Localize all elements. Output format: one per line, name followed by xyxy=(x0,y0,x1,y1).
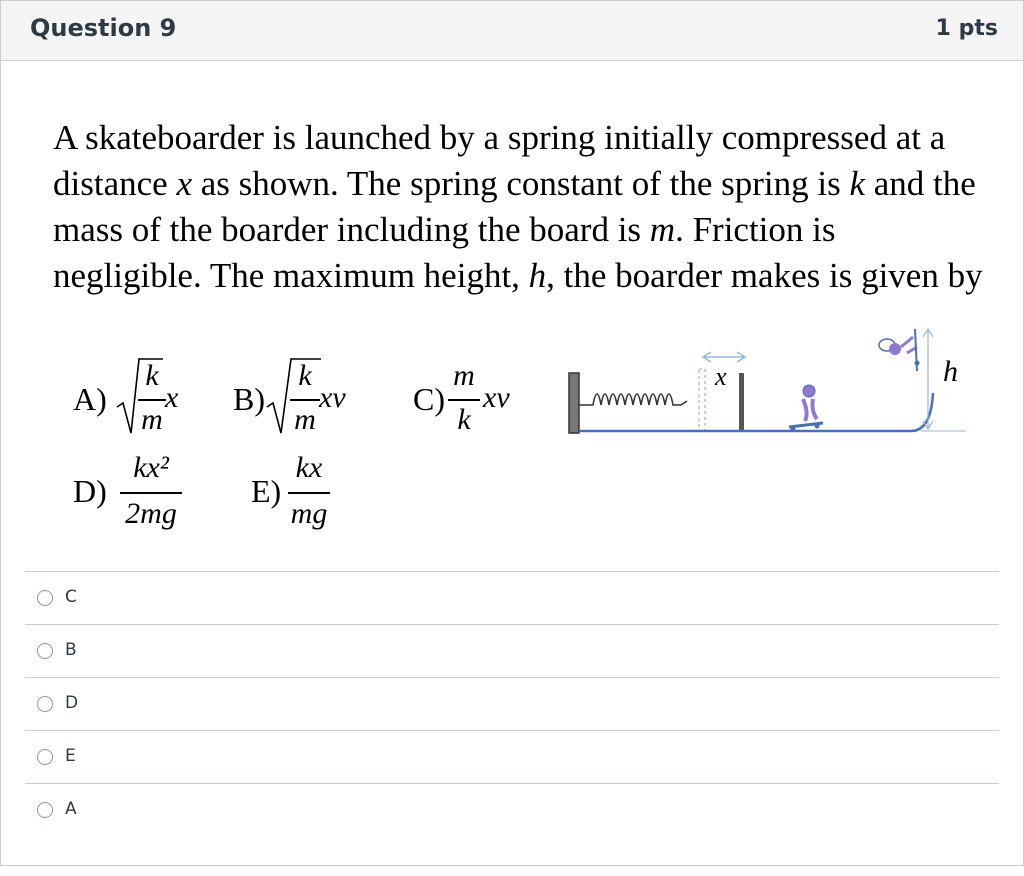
answer-option-d[interactable] xyxy=(25,677,999,730)
skateboard-spring-diagram xyxy=(561,323,971,441)
diagram-spring xyxy=(579,394,687,405)
option-b-denominator: m xyxy=(294,403,316,436)
diagram-x-label: x xyxy=(715,362,727,391)
question-header xyxy=(1,1,1023,61)
answer-option-c[interactable] xyxy=(25,571,999,624)
option-b-suffix: xv xyxy=(319,381,346,414)
option-b-numerator: k xyxy=(298,359,312,392)
answer-option-b[interactable] xyxy=(25,624,999,677)
diagram-h-label: h xyxy=(943,355,958,388)
option-e-denominator: mg xyxy=(290,497,328,530)
diagram-skater xyxy=(789,385,823,432)
option-c-numerator: m xyxy=(453,359,475,392)
option-e-label: E) xyxy=(251,473,282,509)
option-a-label: A) xyxy=(73,381,107,417)
answer-option-e[interactable] xyxy=(25,730,999,783)
option-a-fraction-bar xyxy=(138,399,166,401)
option-d-fraction-bar xyxy=(120,492,182,494)
diagram-skater-airborne xyxy=(879,329,920,371)
radio-button[interactable] xyxy=(37,749,53,765)
diagram-plate xyxy=(739,373,744,431)
question-points: 1 pts xyxy=(935,16,998,41)
answer-label: E xyxy=(65,746,76,766)
radio-button[interactable] xyxy=(37,696,53,712)
answer-label: B xyxy=(65,640,77,660)
diagram-wall xyxy=(569,373,579,433)
answer-option-a[interactable] xyxy=(25,783,999,836)
option-e-numerator: kx xyxy=(295,451,323,484)
answer-label: C xyxy=(65,587,77,607)
option-a-denominator: m xyxy=(141,403,163,436)
option-c-denominator: k xyxy=(457,403,471,436)
option-c-suffix: xv xyxy=(483,381,510,414)
radio-button[interactable] xyxy=(37,590,53,606)
option-d-numerator: kx² xyxy=(133,451,169,484)
option-a-suffix: x xyxy=(165,381,179,414)
option-d-denominator: 2mg xyxy=(125,497,177,530)
question-title: Question 9 xyxy=(30,14,177,42)
option-d-label: D) xyxy=(73,473,107,509)
answer-list xyxy=(25,571,999,836)
option-b-label: B) xyxy=(233,381,265,417)
radio-button[interactable] xyxy=(37,643,53,659)
diagram-spring-rest xyxy=(699,369,705,431)
radio-button[interactable] xyxy=(37,802,53,818)
option-c-fraction-bar xyxy=(448,399,480,401)
option-a-numerator: k xyxy=(145,359,159,392)
answer-label: D xyxy=(65,693,79,713)
question-text: A skateboarder is launched by a spring initially compressed at a distance x as shown. The spring constant of the spring is k and the mass of the boarder including the board is m. Friction is negligible. The maximum height, h, the boarder makes is given by xyxy=(53,118,983,295)
option-e-fraction-bar xyxy=(288,492,330,494)
option-b-fraction-bar xyxy=(290,399,320,401)
option-c-label: C) xyxy=(413,381,445,417)
answer-label: A xyxy=(65,799,77,819)
